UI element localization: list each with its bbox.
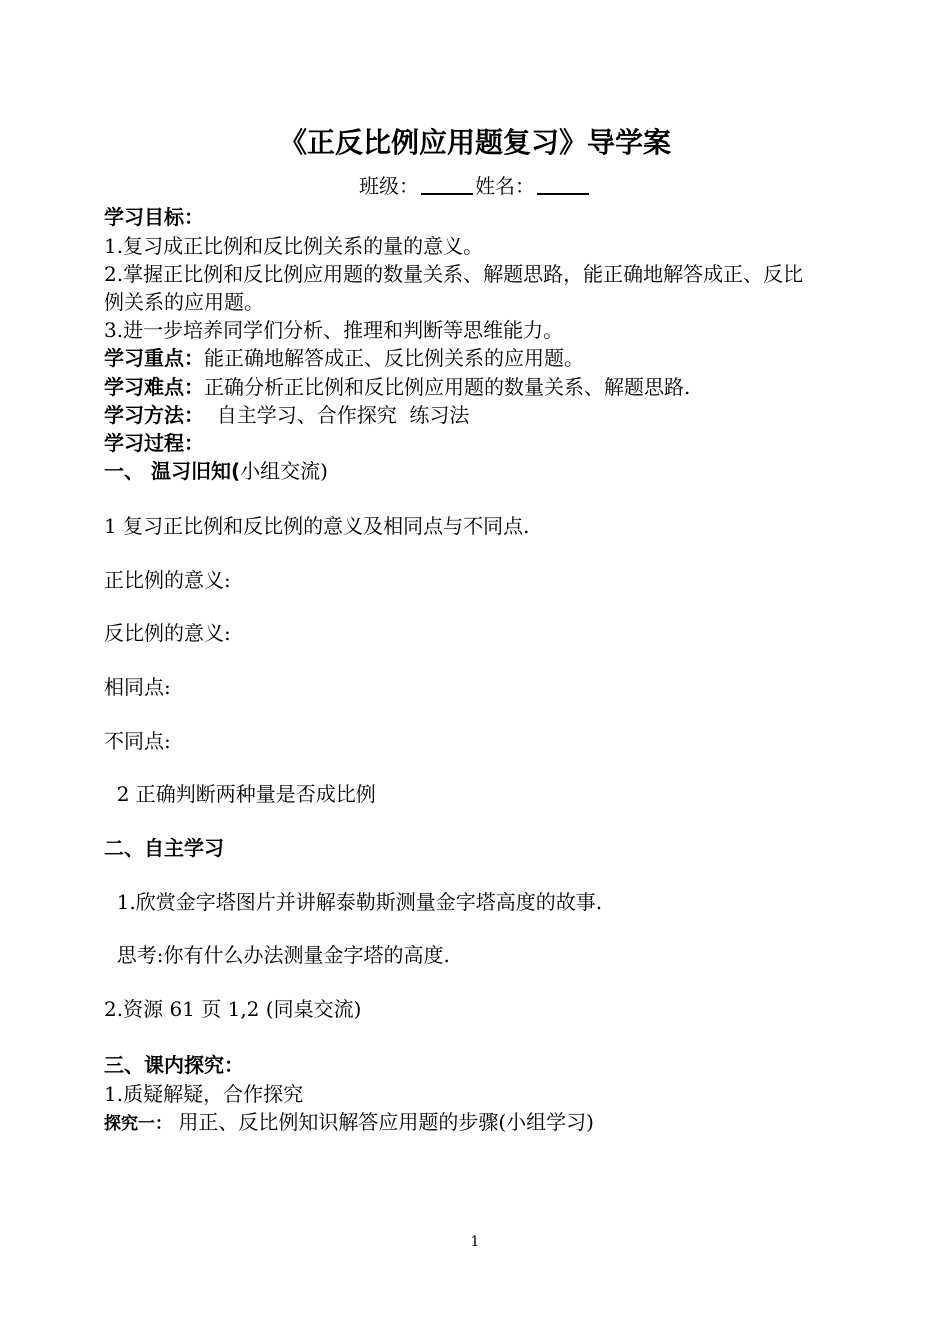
objective-3: 3.进一步培养同学们分析、推理和判断等思维能力。 xyxy=(104,318,564,342)
s2-think: 思考:你有什么办法测量金字塔的高度. xyxy=(104,943,450,967)
s1-similarities: 相同点: xyxy=(104,675,171,699)
class-name-line xyxy=(0,172,950,200)
s1-inverse-proportion: 反比例的意义: xyxy=(104,621,231,645)
section3-heading: 三、课内探究： xyxy=(104,1053,244,1077)
difficulty-label: 学习难点： xyxy=(104,375,204,399)
method-text: 自主学习、合作探究 练习法 xyxy=(204,403,470,427)
s3-item1: 1.质疑解疑，合作探究 xyxy=(104,1082,304,1106)
name-blank xyxy=(537,173,589,195)
key-point-text: 能正确地解答成正、反比例关系的应用题。 xyxy=(204,346,584,370)
key-point-label: 学习重点： xyxy=(104,346,204,370)
class-label: 班级： xyxy=(359,174,419,198)
method-line xyxy=(104,401,469,429)
difficulty-line xyxy=(104,373,690,401)
s2-item2: 2.资源 61 页 1,2 (同桌交流) xyxy=(104,997,362,1021)
process-label: 学习过程： xyxy=(104,431,204,455)
page-number: 1 xyxy=(470,1234,480,1250)
objective-2-line2: 例关系的应用题。 xyxy=(104,290,264,314)
explore-label: 探究一： xyxy=(104,1114,172,1134)
section1-heading-tail: 小组交流) xyxy=(240,459,328,483)
section1-heading-main: 一、 温习旧知( xyxy=(104,459,241,483)
objective-2-line1: 2.掌握正比例和反比例应用题的数量关系、解题思路，能正确地解答成正、反比 xyxy=(104,262,804,286)
key-point-line xyxy=(104,344,584,372)
difficulty-text: 正确分析正比例和反比例应用题的数量关系、解题思路. xyxy=(204,375,691,399)
name-label: 姓名： xyxy=(475,174,535,198)
section2-heading: 二、自主学习 xyxy=(104,836,224,860)
page-title: 《正反比例应用题复习》导学案 xyxy=(278,126,671,159)
explore-text: 用正、反比例知识解答应用题的步骤(小组学习) xyxy=(172,1110,594,1134)
section1-heading xyxy=(104,457,328,485)
class-blank xyxy=(421,173,473,195)
method-label: 学习方法： xyxy=(104,403,204,427)
s1-direct-proportion: 正比例的意义: xyxy=(104,568,231,592)
explore-one-line xyxy=(104,1108,594,1138)
s1-item1: 1 复习正比例和反比例的意义及相同点与不同点. xyxy=(104,514,530,538)
s1-differences: 不同点: xyxy=(104,729,171,753)
s2-item1: 1.欣赏金字塔图片并讲解泰勒斯测量金字塔高度的故事. xyxy=(104,890,603,914)
objective-1: 1.复习成正比例和反比例关系的量的意义。 xyxy=(104,234,484,258)
objectives-heading: 学习目标： xyxy=(104,205,204,229)
s1-item2: 2 正确判断两种量是否成比例 xyxy=(104,782,376,806)
